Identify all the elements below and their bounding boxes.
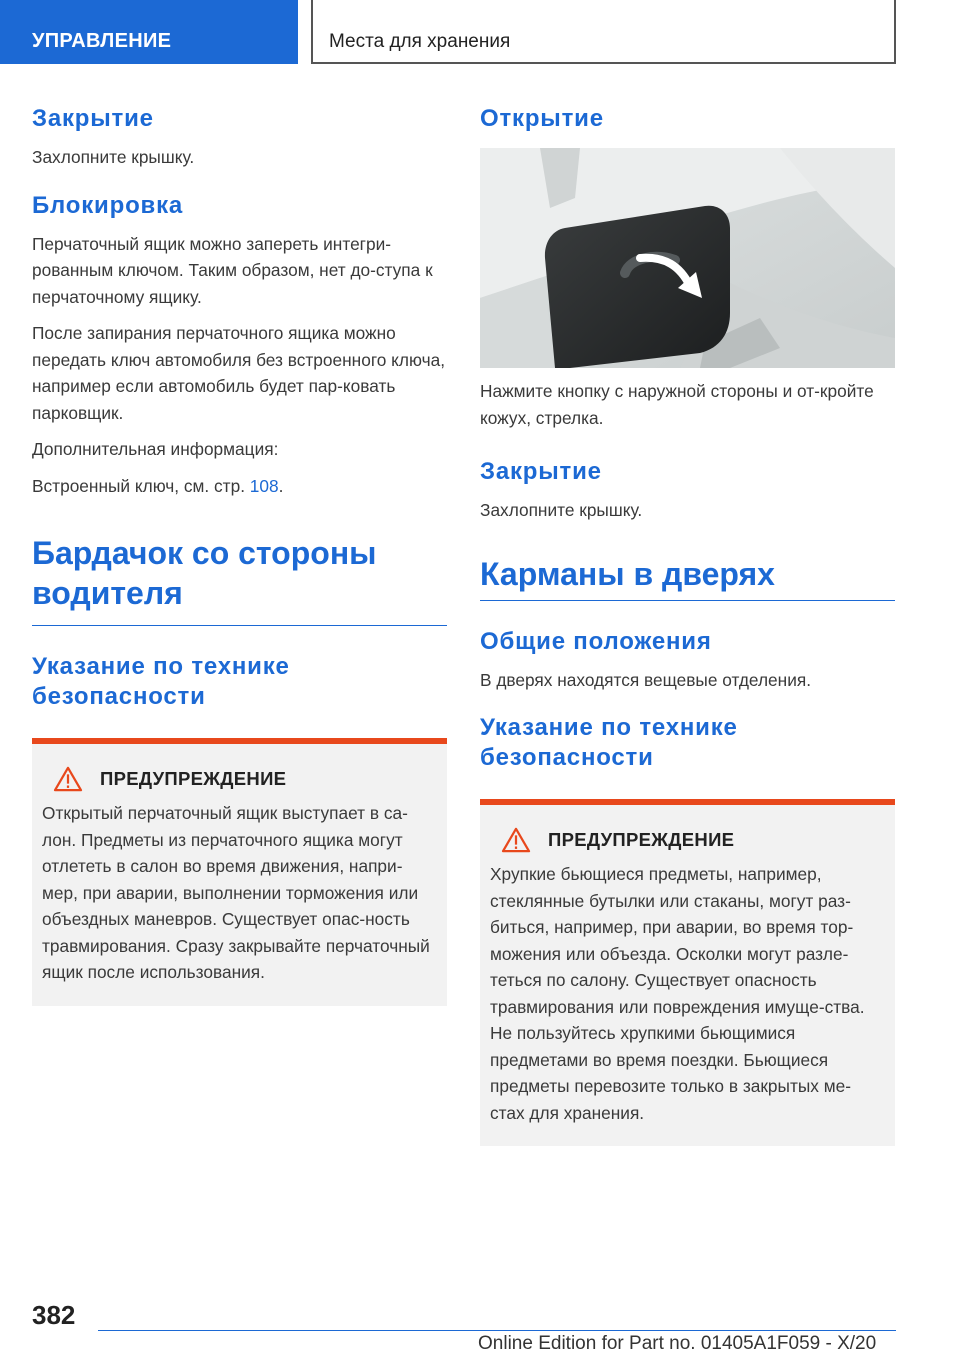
right-safety-heading: Указание по технике безопасности (480, 714, 738, 771)
page-number: 382 (32, 1300, 76, 1330)
left-warning-box (32, 738, 447, 1006)
right-warning-label: ПРЕДУПРЕЖДЕНИЕ (548, 829, 735, 850)
door-pockets-heading-block (480, 554, 895, 601)
left-warning-label: ПРЕДУПРЕЖДЕНИЕ (100, 768, 287, 789)
general-heading: Общие положения (480, 627, 712, 655)
driver-compartment-heading-block (32, 533, 447, 626)
right-closing-text: Захлопните крышку. (480, 500, 643, 520)
locking-paragraph-1: Перчаточный ящик можно запереть интегри-рованным ключом. Таким образом, нет до-ступа к перчаточному ящику. (32, 233, 433, 307)
chapter-tab: УПРАВЛЕНИЕ (0, 0, 298, 64)
left-safety-heading: Указание по технике безопасности (32, 653, 290, 710)
right-closing-heading: Закрытие (480, 458, 602, 485)
left-warning-header (42, 766, 435, 792)
left-warning-text: Открытый перчаточный ящик выступает в са-лон. Предметы из перчаточного ящика могут отлететь в салон во время движения, напри-мер, при аварии, выполнении торможения или объездных маневров. Существует опас-ность травмирования. Сразу закрывайте перчаточный ящик после использования. (42, 803, 430, 982)
glovebox-photo (480, 148, 895, 368)
page-reference-link[interactable]: 108 (249, 475, 279, 496)
right-warning-box (480, 799, 895, 1146)
reference-prefix: Встроенный ключ, см. стр. (32, 475, 250, 496)
footer-divider (98, 1330, 896, 1331)
locking-heading: Блокировка (32, 191, 184, 219)
warning-triangle-icon (500, 827, 532, 853)
locking-paragraph-3: Дополнительная информация: (32, 439, 279, 459)
right-warning-text: Хрупкие бьющиеся предметы, например, стеклянные бутылки или стаканы, могут раз-биться, например, при аварии, во время тор-можения или объезда. Осколки могут разле-теться по салону. Существует опасность травмирования или повреждения имуще-ства. Не пользуйтесь хрупкими бьющимися предметами во время поездки. Бьющиеся предметы перевозите только в закрытых ме-стах для хранения. (490, 864, 865, 1123)
door-pockets-heading: Карманы в дверях (480, 555, 775, 592)
closing-text: Захлопните крышку. (32, 147, 195, 167)
driver-compartment-heading: Бардачок со стороны водителя (32, 535, 377, 611)
reference-suffix: . (278, 475, 284, 496)
footer-edition: Online Edition for Part no. 01405A1F059 - X/20 (478, 1333, 877, 1354)
locking-paragraph-2: После запирания перчаточного ящика можно передать ключ автомобиля без встроенного ключа, например если автомобиль будет пар-ковать парковщик. (32, 323, 446, 423)
closing-heading: Закрытие (32, 105, 154, 132)
right-column (480, 100, 895, 1146)
opening-caption: Нажмите кнопку с наружной стороны и от-кройте кожух, стрелка. (480, 381, 874, 428)
general-text: В дверях находятся вещевые отделения. (480, 669, 812, 690)
opening-heading: Открытие (480, 105, 604, 132)
section-title: Места для хранения (311, 0, 896, 64)
warning-triangle-icon (52, 766, 84, 792)
locking-paragraph-4 (32, 473, 447, 500)
left-column (32, 100, 447, 1006)
right-warning-header (490, 827, 883, 853)
